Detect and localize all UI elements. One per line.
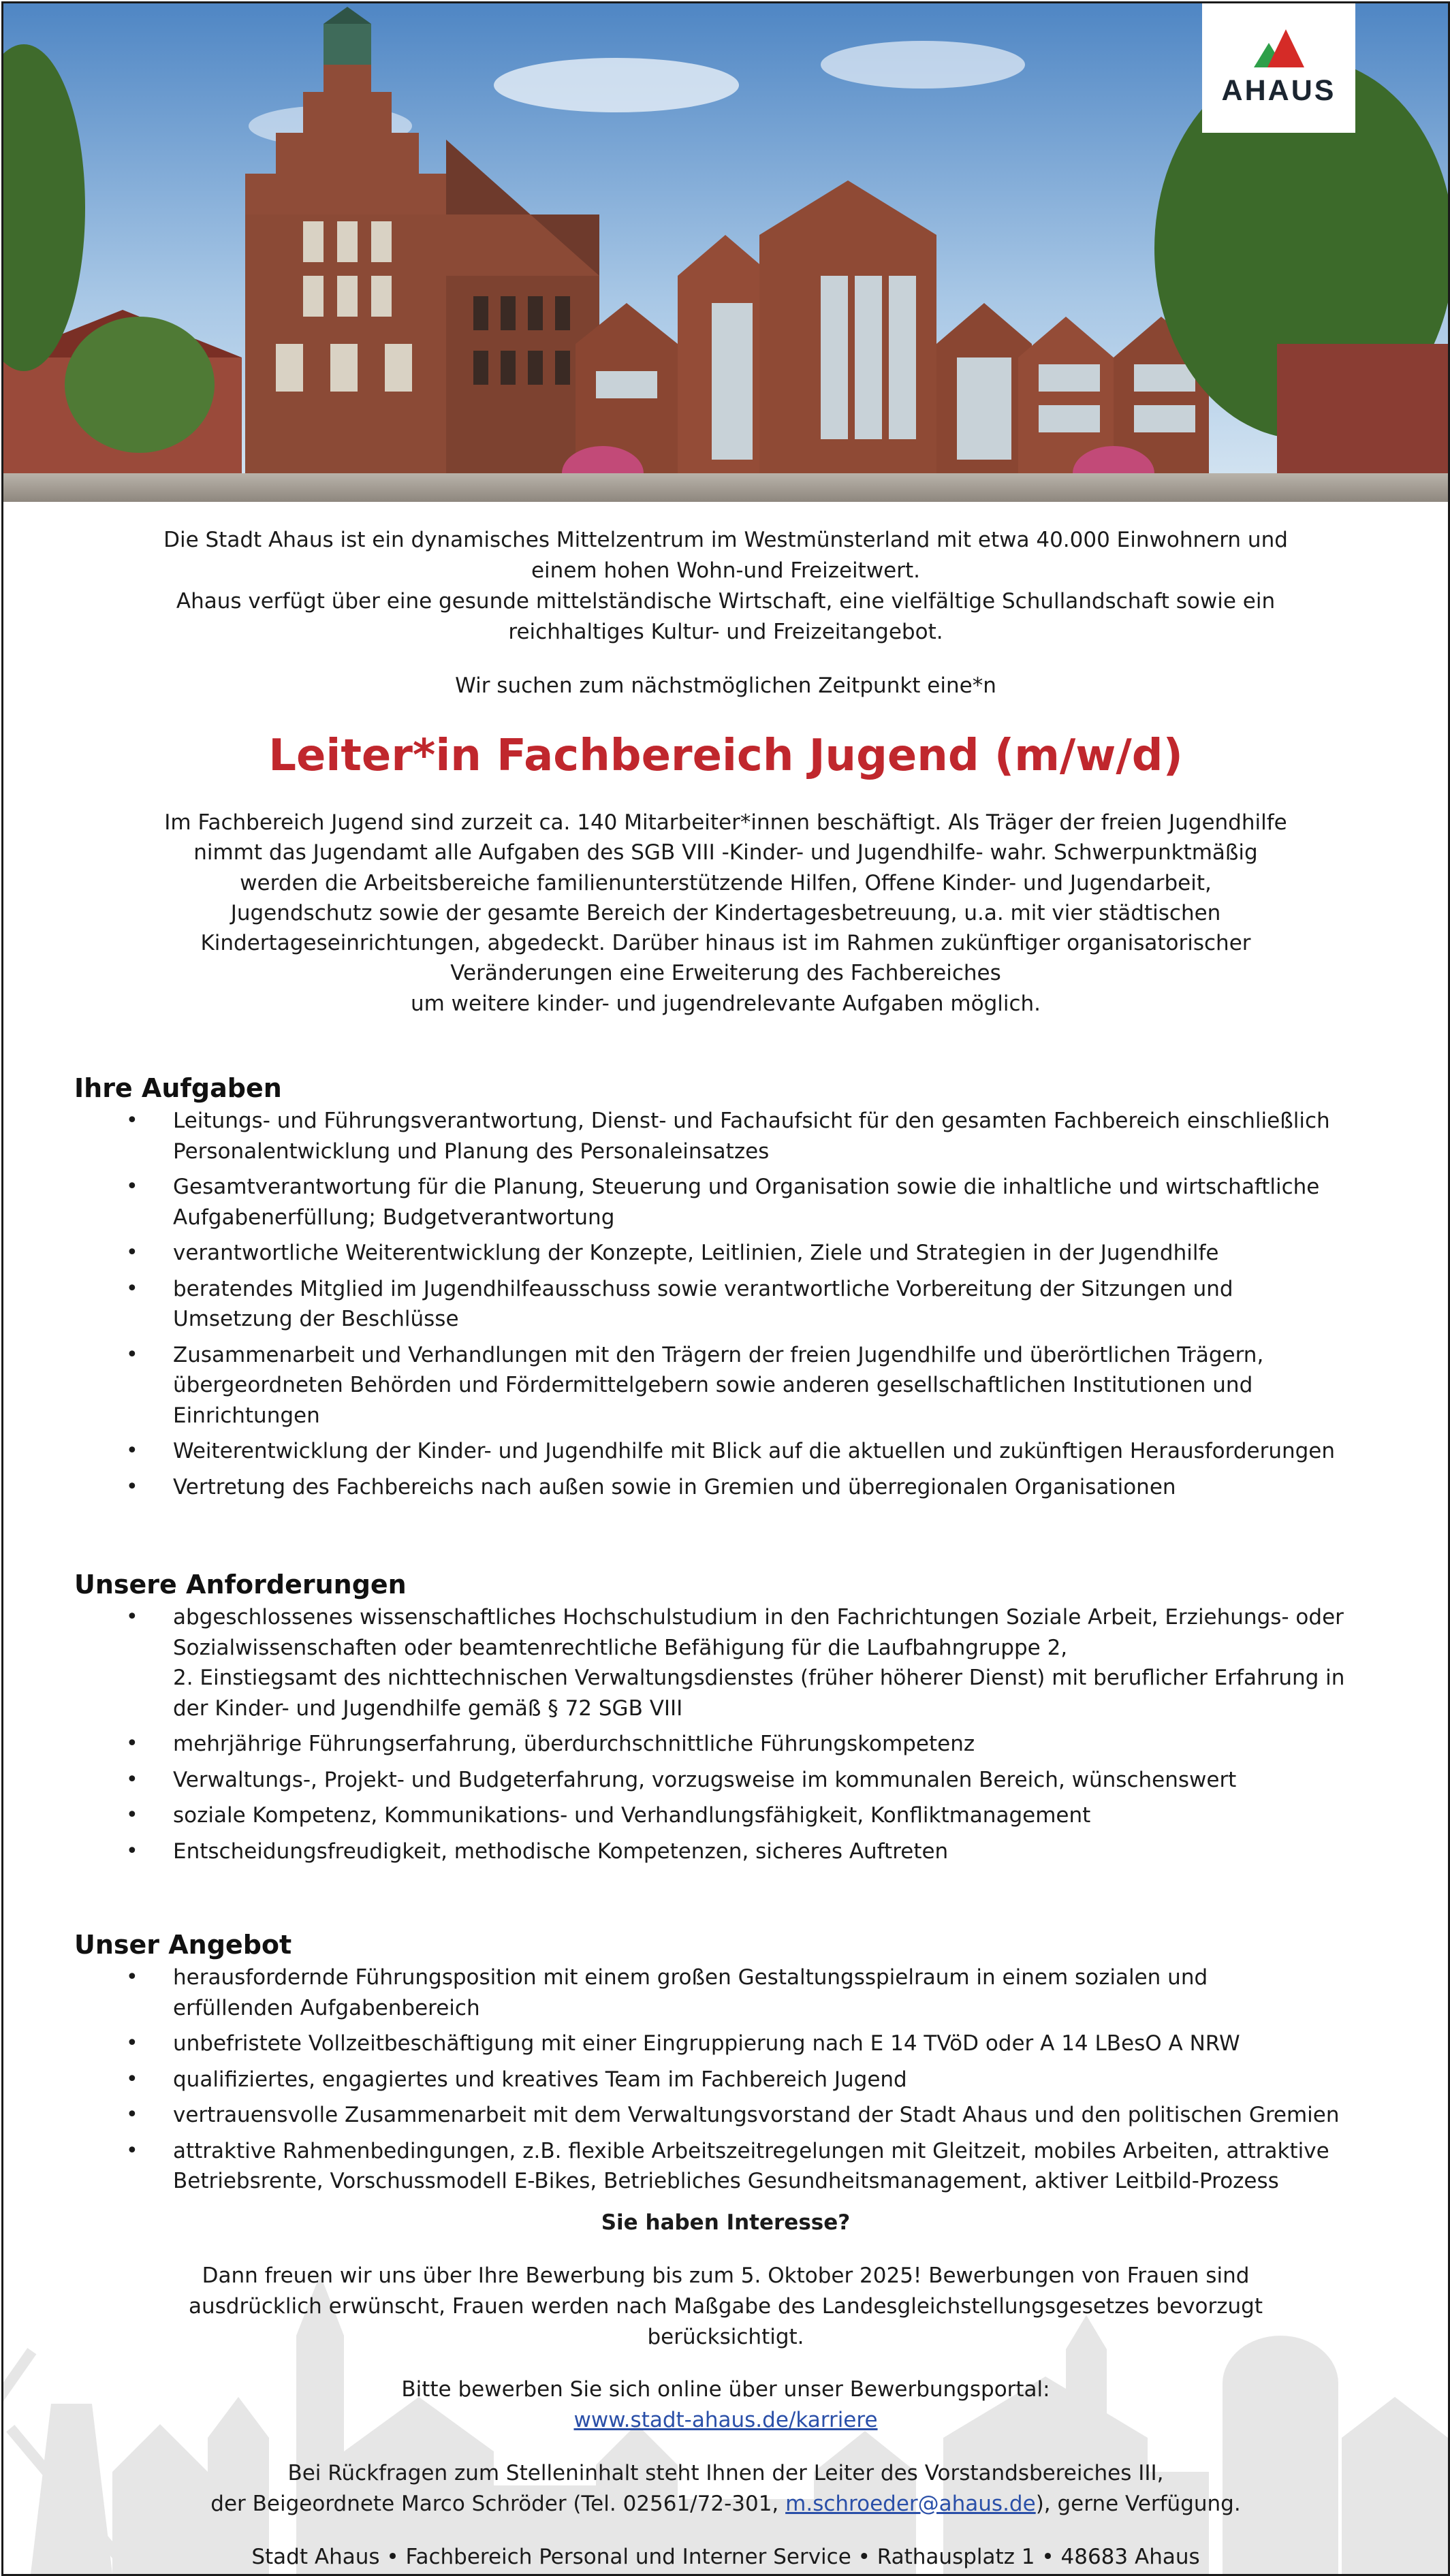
- list-item: [74, 2065, 1389, 2095]
- job-posting: [1, 1, 1450, 2576]
- list-item-text: Entscheidungsfreudigkeit, methodische Kompetenzen, sicheres Auftreten: [173, 1839, 949, 1864]
- bullet-icon: •: [126, 1732, 138, 1755]
- list-item-text: vertrauensvolle Zusammenarbeit mit dem Verwaltungsvorstand der Stadt Ahaus und den politischen Gremien: [173, 2103, 1340, 2127]
- contact-email-link[interactable]: m.schroeder@ahaus.de: [785, 2492, 1036, 2516]
- application-deadline: [106, 2261, 1346, 2353]
- contact-suffix: ), gerne Verfügung.: [1035, 2492, 1241, 2516]
- interest-heading: Sie haben Interesse?: [601, 2210, 851, 2235]
- section-anforderungen: [74, 1567, 1389, 1872]
- contact-line: [72, 2489, 1380, 2519]
- list-item: [74, 1436, 1389, 1467]
- list-item-text: attraktive Rahmenbedingungen, z.B. flexible Arbeitszeitregelungen mit Gleitzeit, mobiles Arbeiten, attraktive: [173, 2138, 1329, 2163]
- intro-line: Ahaus verfügt über eine gesunde mittelständische Wirtschaft, eine vielfältige Schullandschaft sowie ein: [176, 589, 1276, 614]
- deadline-line: Dann freuen wir uns über Ihre Bewerbung bis zum 5. Oktober 2025! Bewerbungen von Frauen sind: [202, 2263, 1250, 2288]
- job-title: Leiter*in Fachbereich Jugend (m/w/d): [268, 731, 1183, 781]
- description-line: nimmt das Jugendamt alle Aufgaben des SGB VIII -Kinder- und Jugendhilfe- wahr. Schwerpunktmäßig: [193, 840, 1258, 865]
- list-item-text: übergeordneten Behörden und Fördermittelgebern sowie anderen gesellschaftlichen Institutionen und: [173, 1373, 1253, 1397]
- list-item: [74, 1472, 1389, 1503]
- list-item: [74, 2029, 1389, 2059]
- bullet-icon: •: [126, 1767, 138, 1792]
- list-item-text: verantwortliche Weiterentwicklung der Konzepte, Leitlinien, Ziele und Strategien in der Jugendhilfe: [173, 1241, 1219, 1265]
- list-item-text: erfüllenden Aufgabenbereich: [173, 1995, 480, 2020]
- list-item-text: qualifiziertes, engagiertes und kreatives Team im Fachbereich Jugend: [173, 2067, 907, 2092]
- bullet-icon: •: [126, 1474, 138, 1499]
- list-item: [74, 1172, 1389, 1233]
- list-item-text: Einrichtungen: [173, 1403, 320, 1428]
- deadline-line: berücksichtigt.: [647, 2325, 804, 2349]
- header-photo: [3, 3, 1448, 502]
- bullet-icon: •: [126, 1965, 138, 1989]
- list-item-text: der Kinder- und Jugendhilfe gemäß § 72 SGB VIII: [173, 1696, 683, 1721]
- aufgaben-list: [74, 1106, 1389, 1502]
- list-item-text: beratendes Mitglied im Jugendhilfeausschuss sowie verantwortliche Vorbereitung der Sitzungen und: [173, 1276, 1233, 1301]
- portal-text: Bitte bewerben Sie sich online über unser Bewerbungsportal:: [401, 2377, 1050, 2402]
- list-item-text: mehrjährige Führungserfahrung, überdurchschnittliche Führungskompetenz: [173, 1732, 975, 1756]
- list-item-text: Umsetzung der Beschlüsse: [173, 1307, 459, 1331]
- list-item: [74, 1602, 1389, 1723]
- section-angebot: [74, 1927, 1389, 2202]
- contact-line: Bei Rückfragen zum Stelleninhalt steht Ihnen der Leiter des Vorstandsbereiches III,: [287, 2461, 1164, 2485]
- search-line: Wir suchen zum nächstmöglichen Zeitpunkt eine*n: [455, 673, 996, 698]
- career-portal-link[interactable]: www.stadt-ahaus.de/karriere: [573, 2408, 878, 2432]
- bullet-icon: •: [126, 1342, 138, 1367]
- list-item: [74, 1729, 1389, 1760]
- intro-line: einem hohen Wohn-und Freizeitwert.: [531, 558, 921, 583]
- intro-line: reichhaltiges Kultur- und Freizeitangebot.: [508, 620, 943, 644]
- list-item-text: herausfordernde Führungsposition mit einem großen Gestaltungsspielraum in einem sozialen und: [173, 1965, 1208, 1990]
- contact-prefix: der Beigeordnete Marco Schröder (Tel. 02561/72-301,: [210, 2492, 786, 2516]
- bullet-icon: •: [126, 1839, 138, 1863]
- section-heading: Unser Angebot: [74, 1930, 292, 1960]
- list-item-text: Vertretung des Fachbereichs nach außen sowie in Gremien und überregionalen Organisationen: [173, 1474, 1176, 1499]
- intro-text: [106, 525, 1346, 648]
- contact-info: [72, 2458, 1380, 2519]
- portal-info: [106, 2374, 1346, 2436]
- description-line: werden die Arbeitsbereiche familienunterstützende Hilfen, Offene Kinder- und Jugendarbeit,: [240, 870, 1212, 895]
- bullet-icon: •: [126, 1276, 138, 1301]
- list-item-text: Betriebsrente, Vorschussmodell E-Bikes, Betriebliches Gesundheitsmanagement, aktiver Leitbild-Prozess: [173, 2169, 1279, 2193]
- list-item-text: Gesamtverantwortung für die Planung, Steuerung und Organisation sowie die inhaltliche und wirtschaftliche: [173, 1175, 1320, 1199]
- list-item: [74, 1765, 1389, 1796]
- list-item-text: Aufgabenerfüllung; Budgetverantwortung: [173, 1205, 615, 1230]
- footer-address: Stadt Ahaus • Fachbereich Personal und Interner Service • Rathausplatz 1 • 48683 Ahaus: [251, 2545, 1200, 2569]
- list-item-text: soziale Kompetenz, Kommunikations- und Verhandlungsfähigkeit, Konfliktmanagement: [173, 1803, 1091, 1828]
- list-item-text: Weiterentwicklung der Kinder- und Jugendhilfe mit Blick auf die aktuellen und zukünftigen Herausforderungen: [173, 1439, 1336, 1463]
- anforderungen-list: [74, 1602, 1389, 1866]
- list-item: [74, 2136, 1389, 2197]
- bullet-icon: •: [126, 2103, 138, 2127]
- logo-wordmark: AHAUS: [1221, 74, 1336, 107]
- list-item: [74, 1800, 1389, 1831]
- bullet-icon: •: [126, 2067, 138, 2091]
- ahaus-logo: [1202, 3, 1355, 133]
- list-item-text: Verwaltungs-, Projekt- und Budgeterfahrung, vorzugsweise im kommunalen Bereich, wünschenswert: [173, 1767, 1237, 1792]
- description-line: Veränderungen eine Erweiterung des Fachbereiches: [450, 961, 1001, 986]
- list-item-text: Leitungs- und Führungsverantwortung, Dienst- und Fachaufsicht für den gesamten Fachbereich einschließlich: [173, 1109, 1330, 1133]
- section-heading: Ihre Aufgaben: [74, 1073, 282, 1103]
- list-item-text: 2. Einstiegsamt des nichttechnischen Verwaltungsdienstes (früher höherer Dienst) mit beruflicher Erfahrung in: [173, 1666, 1345, 1690]
- intro-line: Die Stadt Ahaus ist ein dynamisches Mittelzentrum im Westmünsterland mit etwa 40.000 Einwohnern und: [163, 528, 1288, 552]
- list-item-text: Sozialwissenschaften oder beamtenrechtliche Befähigung für die Laufbahngruppe 2,: [173, 1635, 1068, 1660]
- section-aufgaben: [74, 1070, 1389, 1508]
- bullet-icon: •: [126, 1605, 138, 1629]
- bullet-icon: •: [126, 1803, 138, 1827]
- list-item: [74, 2100, 1389, 2131]
- description-line: um weitere kinder- und jugendrelevante Aufgaben möglich.: [410, 991, 1041, 1016]
- description: [106, 808, 1346, 1019]
- list-item-text: unbefristete Vollzeitbeschäftigung mit einer Eingruppierung nach E 14 TVöD oder A 14 LBesO A NRW: [173, 2031, 1240, 2056]
- bullet-icon: •: [126, 1241, 138, 1265]
- bullet-icon: •: [126, 2031, 138, 2055]
- deadline-line: ausdrücklich erwünscht, Frauen werden nach Maßgabe des Landesgleichstellungsgesetzes bevorzugt: [189, 2294, 1263, 2319]
- list-item: [74, 1340, 1389, 1431]
- list-item-text: abgeschlossenes wissenschaftliches Hochschulstudium in den Fachrichtungen Soziale Arbeit, Erziehungs- oder: [173, 1605, 1344, 1629]
- section-heading: Unsere Anforderungen: [74, 1570, 407, 1600]
- list-item-text: Personalentwicklung und Planung des Personaleinsatzes: [173, 1139, 770, 1164]
- description-line: Im Fachbereich Jugend sind zurzeit ca. 140 Mitarbeiter*innen beschäftigt. Als Träger der freien Jugendhilfe: [164, 810, 1287, 835]
- list-item: [74, 1836, 1389, 1867]
- ahaus-logo-mark-icon: [1254, 29, 1304, 67]
- description-line: Kindertageseinrichtungen, abgedeckt. Darüber hinaus ist im Rahmen zukünftiger organisatorischer: [200, 931, 1251, 956]
- list-item: [74, 1106, 1389, 1166]
- list-item-text: Zusammenarbeit und Verhandlungen mit den Trägern der freien Jugendhilfe und überörtlichen Trägern,: [173, 1342, 1264, 1367]
- bullet-icon: •: [126, 1109, 138, 1132]
- angebot-list: [74, 1962, 1389, 2197]
- bullet-icon: •: [126, 2138, 138, 2163]
- list-item: [74, 1238, 1389, 1269]
- description-line: Jugendschutz sowie der gesamte Bereich der Kindertagesbetreuung, u.a. mit vier städtischen: [230, 900, 1221, 925]
- list-item: [74, 1962, 1389, 2023]
- bullet-icon: •: [126, 1439, 138, 1463]
- list-item: [74, 1274, 1389, 1335]
- bullet-icon: •: [126, 1175, 138, 1198]
